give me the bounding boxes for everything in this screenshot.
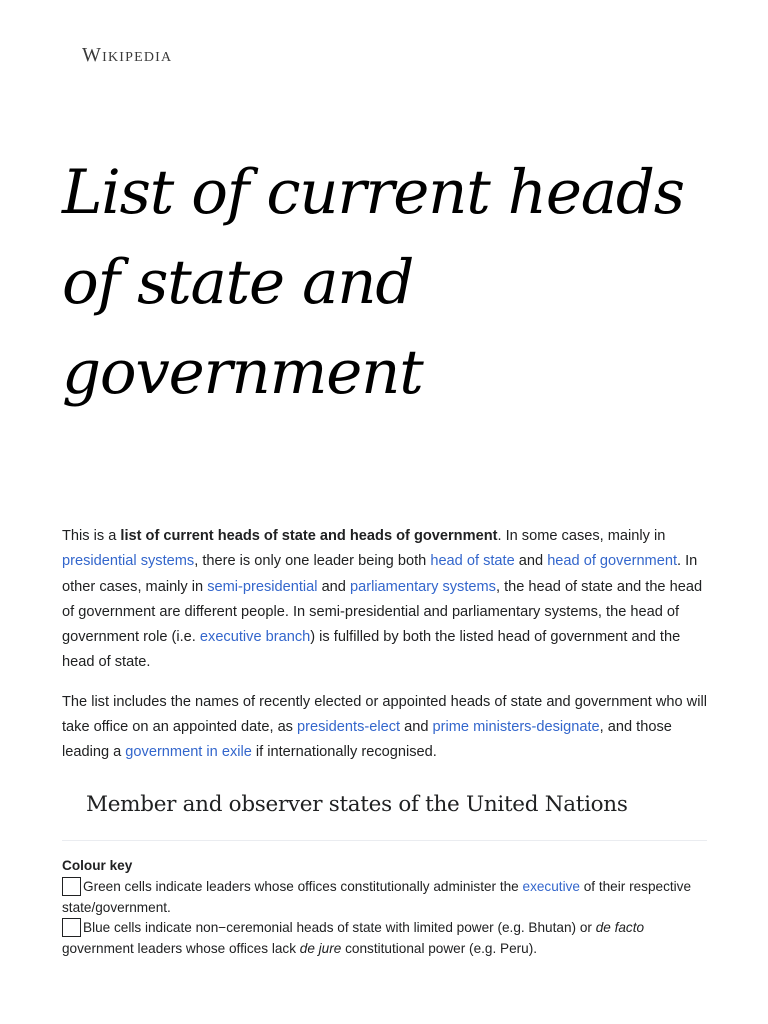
text: and [514,553,548,570]
text: Green cells indicate leaders whose offices constitutionally administer the [83,878,523,894]
text: if internationally recognised. [251,744,437,761]
colour-key-green-entry [62,877,710,919]
page-title: List of current heads of state and government [62,157,684,408]
blue-swatch-icon [62,918,81,937]
bold-article-subject: list of current heads of state and heads of government [120,528,498,544]
italic-de-facto: de facto [595,920,645,936]
colour-key-title: Colour key [62,858,133,873]
link-executive-branch[interactable]: executive branch [199,629,311,646]
intro-paragraph-2 [62,690,710,766]
text: , there is only one leader being both [194,553,431,570]
colour-key-blue-entry [62,918,710,960]
text: Blue cells indicate non−ceremonial heads of state with limited power (e.g. Bhutan) or [83,920,596,936]
text: . In other cases, mainly in [62,553,698,595]
text: This is a [62,528,121,544]
section-divider [62,840,707,841]
text: constitutional power (e.g. Peru). [341,941,538,957]
link-head-of-government[interactable]: head of government [547,553,677,570]
text: . In some cases, mainly in [497,528,666,544]
intro-paragraph-1 [62,524,710,676]
link-parliamentary-systems[interactable]: parliamentary systems [349,578,496,595]
link-head-of-state[interactable]: head of state [430,553,515,570]
text: The list includes the names of recently elected or appointed heads of state and government who will take office on an appointed date, as [62,693,707,736]
link-executive[interactable]: executive [522,878,580,894]
site-header [82,44,172,67]
text: and [317,578,350,595]
wikipedia-wordmark-logo[interactable]: Wikipedia [82,44,173,66]
colour-key [62,856,710,960]
text: , and those leading a [62,719,672,761]
link-semi-presidential[interactable]: semi-presidential [207,578,318,595]
italic-de-jure: de jure [299,941,342,957]
text: , the head of state and the head of government are different people. In semi-presidential and parliamentary systems, the head of government role (i.e. [62,578,703,646]
link-prime-ministers-designate[interactable]: prime ministers-designate [432,719,600,736]
text: of their respective state/government. [62,878,692,915]
link-presidential-systems[interactable]: presidential systems [62,553,195,570]
text: and [400,719,433,736]
section-heading-un-states[interactable]: Member and observer states of the United Nations [86,792,628,817]
text: government leaders whose offices lack [62,941,300,957]
article-intro [62,524,710,780]
link-presidents-elect[interactable]: presidents-elect [297,719,401,736]
text: ) is fulfilled by both the listed head of government and the head of state. [62,629,681,671]
green-swatch-icon [62,877,81,896]
link-government-in-exile[interactable]: government in exile [125,744,252,761]
